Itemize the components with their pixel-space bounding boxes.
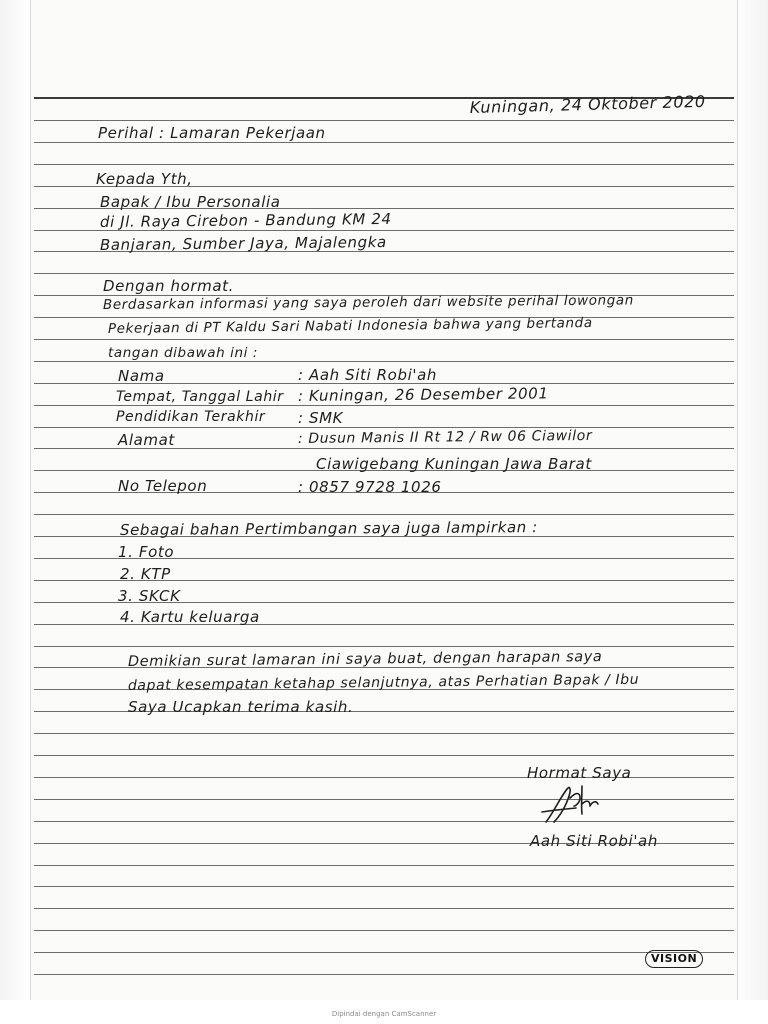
- addressee-line-2: di Jl. Raya Cirebon - Bandung KM 24: [99, 209, 392, 231]
- ruled-line: [34, 273, 734, 274]
- field-value-alamat: : Dusun Manis II Rt 12 / Rw 06 Ciawilor: [297, 427, 593, 447]
- closing-line-2: dapat kesempatan ketahap selanjutnya, atas Perhatian Bapak / Ibu: [127, 671, 640, 694]
- field-value-pendidikan: : SMK: [298, 409, 344, 427]
- ruled-line: [34, 514, 734, 515]
- addressee-line-1: Bapak / Ibu Personalia: [100, 193, 281, 211]
- vision-brand-mark: VISION: [645, 950, 703, 968]
- intro-line-1: Berdasarkan informasi yang saya peroleh dari website perihal lowongan: [102, 292, 634, 313]
- signature: [540, 782, 610, 830]
- ruled-line: [34, 427, 734, 428]
- attachment-4: 4. Kartu keluarga: [120, 608, 260, 626]
- field-label-nama: Nama: [118, 367, 165, 385]
- signature-name: Aah Siti Robi'ah: [530, 832, 658, 850]
- ruled-line: [34, 164, 734, 165]
- ruled-line: [34, 646, 734, 647]
- attachment-2: 2. KTP: [120, 565, 171, 583]
- field-value-ttl: : Kuningan, 26 Desember 2001: [297, 384, 549, 405]
- ruled-line: [34, 930, 734, 931]
- ruled-line: [34, 886, 734, 887]
- ruled-line: [34, 865, 734, 866]
- addressee-line-3: Banjaran, Sumber Jaya, Majalengka: [99, 232, 387, 254]
- greeting: Dengan hormat.: [103, 277, 234, 295]
- lined-paper: [30, 0, 738, 1000]
- ruled-line: [34, 733, 734, 734]
- ruled-line: [34, 339, 734, 340]
- salutation: Kepada Yth,: [96, 170, 193, 188]
- ruled-line: [34, 755, 734, 756]
- field-label-telepon: No Telepon: [118, 477, 208, 495]
- ruled-line: [34, 361, 734, 362]
- attachment-3: 3. SKCK: [118, 587, 181, 605]
- ruled-line: [34, 952, 734, 953]
- place-date: Kuningan, 24 Oktober 2020: [469, 91, 706, 117]
- field-value-nama: : Aah Siti Robi'ah: [298, 366, 437, 384]
- field-value-telepon: : 0857 9728 1026: [298, 478, 442, 496]
- intro-line-3: tangan dibawah ini :: [108, 345, 259, 361]
- closing-line-3: Saya Ucapkan terima kasih.: [128, 698, 354, 716]
- field-label-alamat: Alamat: [118, 431, 175, 449]
- ruled-line: [34, 821, 734, 822]
- attachments-intro: Sebagai bahan Pertimbangan saya juga lampirkan :: [119, 518, 538, 539]
- ruled-line: [34, 120, 734, 121]
- scanner-footer: Dipindai dengan CamScanner: [331, 1010, 437, 1018]
- field-value-alamat-2: Ciawigebang Kuningan Jawa Barat: [316, 455, 592, 473]
- page-edge-left: [0, 0, 30, 1000]
- intro-line-2: Pekerjaan di PT Kaldu Sari Nabati Indonesia bahwa yang bertanda: [107, 315, 593, 337]
- ruled-line: [34, 908, 734, 909]
- ruled-line: [34, 799, 734, 800]
- attachment-1: 1. Foto: [118, 543, 175, 561]
- page-edge-right: [736, 0, 768, 1000]
- subject-line: Perihal : Lamaran Pekerjaan: [98, 124, 326, 142]
- field-label-ttl: Tempat, Tanggal Lahir: [116, 389, 284, 405]
- closing-line-1: Demikian surat lamaran ini saya buat, dengan harapan saya: [127, 649, 603, 670]
- sign-off: Hormat Saya: [527, 764, 632, 782]
- ruled-line: [34, 142, 734, 143]
- field-label-pendidikan: Pendidikan Terakhir: [116, 409, 266, 425]
- ruled-line: [34, 974, 734, 975]
- ruled-line: [34, 405, 734, 406]
